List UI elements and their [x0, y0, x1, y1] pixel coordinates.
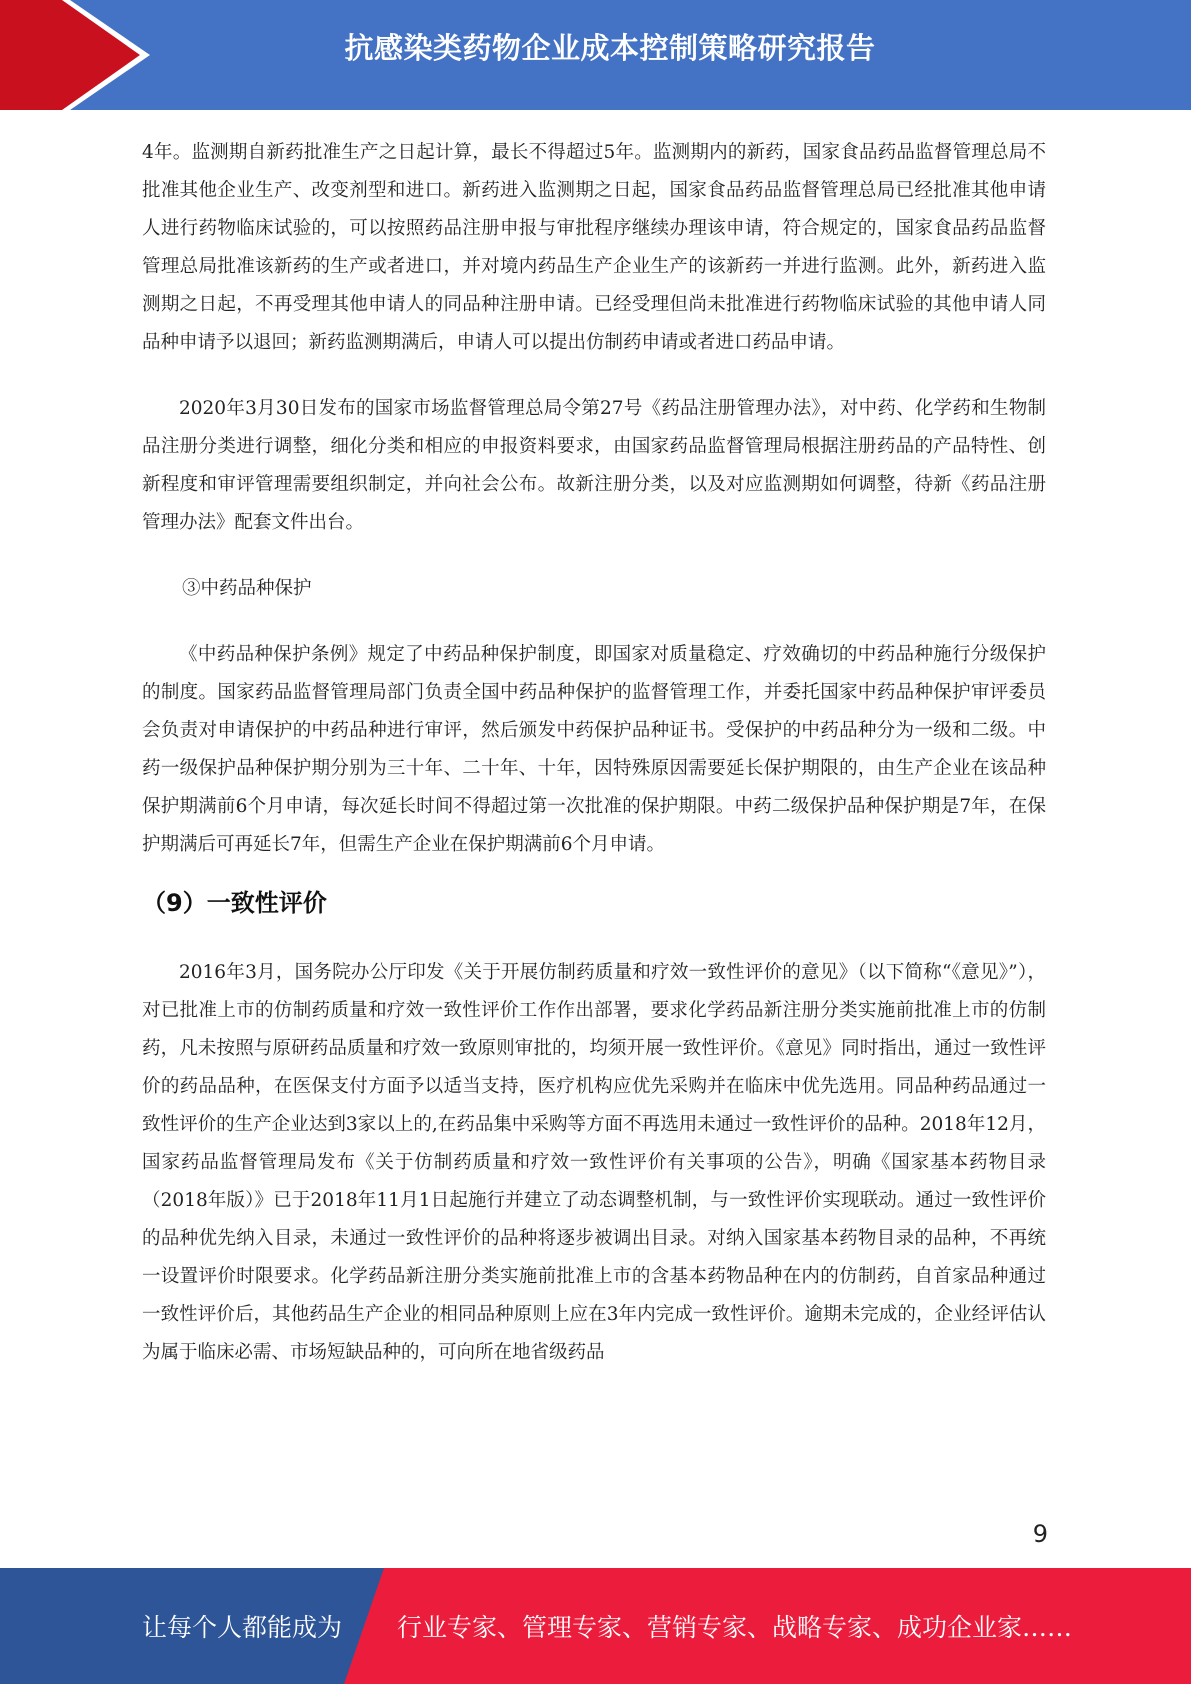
body-paragraph: 2016年3月，国务院办公厅印发《关于开展仿制药质量和疗效一致性评价的意见》（以下简称“《意见》”），对已批准上市的仿制药质量和疗效一致性评价工作作出部署，要求化学药品新注册分类实施前批准上市的仿制药，凡未按照与原研药品质量和疗效一致原则审批的，均须开展一致性评价。《意见》同时指出，通过一致性评价的药品品种，在医保支付方面予以适当支持，医疗机构应优先采购并在临床中优先选用。同品种药品通过一致性评价的生产企业达到3家以上的,在药品集中采购等方面不再选用未通过一致性评价的品种。2018年12月，国家药品监督管理局发布《关于仿制药质量和疗效一致性评价有关事项的公告》，明确《国家基本药物目录（2018年版）》已于2018年11月1日起施行并建立了动态调整机制，与一致性评价实现联动。通过一致性评价的品种优先纳入目录，未通过一致性评价的品种将逐步被调出目录。对纳入国家基本药物目录的品种，不再统一设置评价时限要求。化学药品新注册分类实施前批准上市的含基本药物品种在内的仿制药，自首家品种通过一致性评价后，其他药品生产企业的相同品种原则上应在3年内完成一致性评价。逾期未完成的，企业经评估认为属于临床必需、市场短缺品种的，可向所在地省级药品: [142, 962, 1046, 1363]
section-heading: （9）一致性评价: [142, 889, 327, 917]
body-paragraph: 2020年3月30日发布的国家市场监督管理总局令第27号《药品注册管理办法》，对中药、化学药和生物制品注册分类进行调整，细化分类和相应的申报资料要求，由国家药品监督管理局根据注册药品的产品特性、创新程度和审评管理需要组织制定，并向社会公布。故新注册分类，以及对应监测期如何调整，待新《药品注册管理办法》配套文件出台。: [142, 398, 1046, 533]
body-paragraph: 《中药品种保护条例》规定了中药品种保护制度，即国家对质量稳定、疗效确切的中药品种施行分级保护的制度。国家药品监督管理局部门负责全国中药品种保护的监督管理工作，并委托国家中药品种保护审评委员会负责对申请保护的中药品种进行审评，然后颁发中药保护品种证书。受保护的中药品种分为一级和二级。中药一级保护品种保护期分别为三十年、二十年、十年，因特殊原因需要延长保护期限的，由生产企业在该品种保护期满前6个月申请，每次延长时间不得超过第一次批准的保护期限。中药二级保护品种保护期是7年，在保护期满后可再延长7年，但需生产企业在保护期满前6个月申请。: [142, 644, 1046, 855]
document-body: [142, 134, 1046, 1372]
document-title: 抗感染类药物企业成本控制策略研究报告: [344, 31, 876, 65]
subheading-tcm-protection: ③中药品种保护: [182, 578, 312, 599]
page-header: [0, 0, 1191, 110]
footer-slogan-left: 让每个人都能成为: [142, 1613, 343, 1642]
page-number: 9: [1032, 1520, 1048, 1548]
page-footer: [0, 1568, 1191, 1684]
body-paragraph: 4年。监测期自新药批准生产之日起计算，最长不得超过5年。监测期内的新药，国家食品药品监督管理总局不批准其他企业生产、改变剂型和进口。新药进入监测期之日起，国家食品药品监督管理总局已经批准其他申请人进行药物临床试验的，可以按照药品注册申报与审批程序继续办理该申请，符合规定的，国家食品药品监督管理总局批准该新药的生产或者进口，并对境内药品生产企业生产的该新药一并进行监测。此外，新药进入监测期之日起，不再受理其他申请人的同品种注册申请。已经受理但尚未批准进行药物临床试验的其他申请人同品种申请予以退回；新药监测期满后，申请人可以提出仿制药申请或者进口药品申请。: [142, 142, 1046, 353]
footer-slogan-right: 行业专家、管理专家、营销专家、战略专家、成功企业家……: [397, 1613, 1073, 1642]
